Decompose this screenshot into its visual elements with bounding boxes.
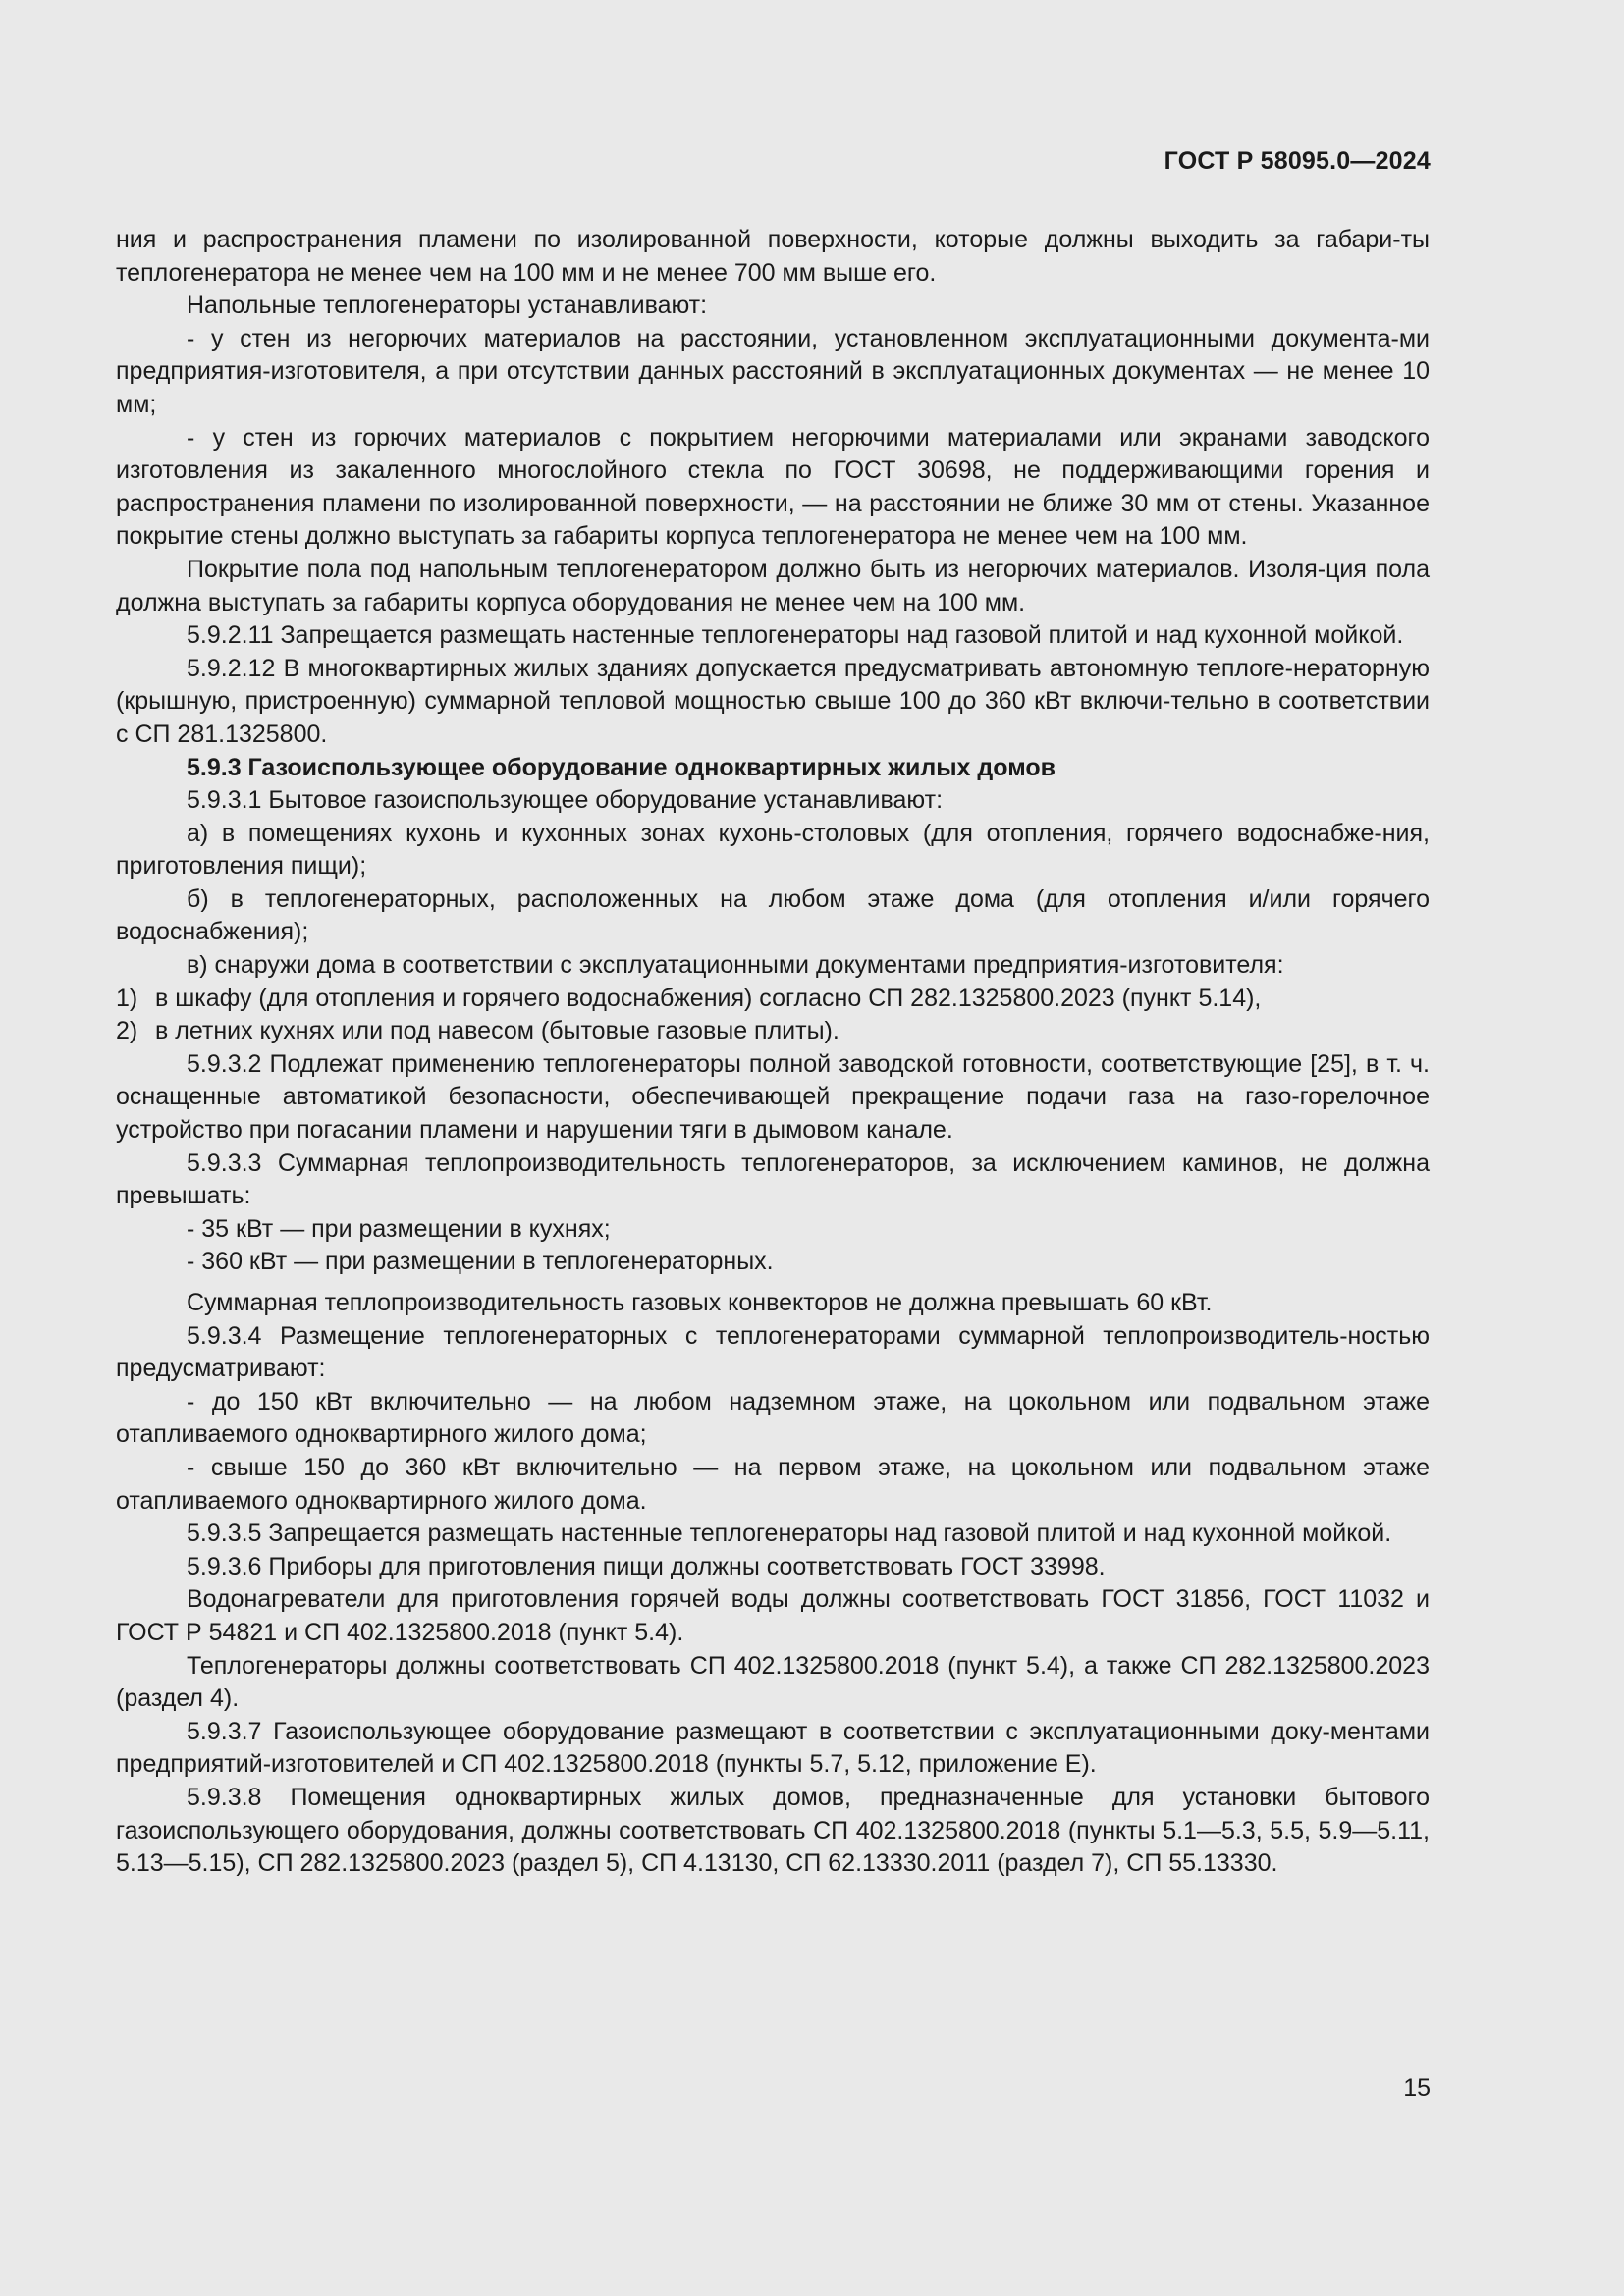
list-item: б) в теплогенераторных, расположенных на любом этаже дома (для отопления и/или горячего водоснабжения); (116, 884, 1430, 946)
clause-5-9-3-5: 5.9.3.5 Запрещается размещать настенные теплогенераторы над газовой плитой и над кухонной мойкой. (187, 1520, 1392, 1548)
clause-5-9-3-2: 5.9.3.2 Подлежат применению теплогенераторы полной заводской готовности, соответствующие [25], в т. ч. оснащенные автоматикой безопасности, обеспечивающей прекращение подачи газа на газо-горелочное устройство при погасании пламени и нарушении тяги в дымовом канале. (116, 1049, 1430, 1145)
numbered-item (116, 983, 1430, 1016)
item-text: в шкафу (для отопления и горячего водоснабжения) согласно СП 282.1325800.2023 (пункт 5.14), (155, 984, 1262, 1012)
document-body (116, 224, 1430, 1881)
list-item: - свыше 150 до 360 кВт включительно — на первом этаже, на цокольном или подвальном этаже отапливаемого одноквартирного жилого дома. (116, 1453, 1430, 1515)
clause-5-9-2-12: 5.9.2.12 В многоквартирных жилых зданиях допускается предусматривать автономную теплоге-нераторную (крышную, пристроенную) суммарной тепловой мощностью свыше 100 до 360 кВт включи-тельно в соответствии с СП 281.1325800. (116, 654, 1430, 748)
paragraph: ния и распространения пламени по изолированной поверхности, которые должны выходить за габари-ты теплогенератора не менее чем на 100 мм и не менее 700 мм выше его. (116, 226, 1430, 287)
clause-5-9-3-6: 5.9.3.6 Приборы для приготовления пищи должны соответствовать ГОСТ 33998. (187, 1552, 1106, 1580)
item-text: в летних кухнях или под навесом (бытовые газовые плиты). (155, 1017, 839, 1045)
list-item: - 35 кВт — при размещении в кухнях; (187, 1214, 611, 1243)
list-item: - до 150 кВт включительно — на любом надземном этаже, на цокольном или подвальном этаже отапливаемого одноквартирного жилого дома; (116, 1387, 1430, 1449)
list-item: - у стен из горючих материалов с покрытием негорючими материалами или экранами заводского изготовления из закаленного многослойного стекла по ГОСТ 30698, не поддерживающими горения и распространения пламени по изолированной поверхности, — на расстоянии не ближе 30 мм от стены. Указанное покрытие стены должно выступать за габариты корпуса теплогенератора не менее чем на 100 мм. (116, 423, 1430, 551)
clause-5-9-3-8: 5.9.3.8 Помещения одноквартирных жилых домов, предназначенные для установки бытового газоиспользующего оборудования, должны соответствовать СП 402.1325800.2018 (пункты 5.1—5.3, 5.5, 5.9—5.11, 5.13—5.15), СП 282.1325800.2023 (раздел 5), СП 4.13130, СП 62.13330.2011 (раздел 7), СП 55.13330. (116, 1783, 1430, 1878)
paragraph: Теплогенераторы должны соответствовать СП 402.1325800.2018 (пункт 5.4), а также СП 282.1325800.2023 (раздел 4). (116, 1651, 1430, 1713)
paragraph: Суммарная теплопроизводительность газовых конвекторов не должна превышать 60 кВт. (187, 1289, 1213, 1316)
document-code-header: ГОСТ Р 58095.0—2024 (1164, 147, 1431, 175)
paragraph: Напольные теплогенераторы устанавливают: (187, 292, 708, 320)
list-item: а) в помещениях кухонь и кухонных зонах кухонь-столовых (для отопления, горячего водоснабже-ния, приготовления пищи); (116, 819, 1430, 881)
section-heading: 5.9.3 Газоиспользующее оборудование одноквартирных жилых домов (187, 753, 1056, 781)
paragraph: Водонагреватели для приготовления горячей воды должны соответствовать ГОСТ 31856, ГОСТ 11032 и ГОСТ Р 54821 и СП 402.1325800.2018 (пункт 5.4). (116, 1585, 1430, 1646)
page-number: 15 (1403, 2074, 1431, 2102)
clause-5-9-3-7: 5.9.3.7 Газоиспользующее оборудование размещают в соответствии с эксплуатационными доку-ментами предприятий-изготовителей и СП 402.1325800.2018 (пункты 5.7, 5.12, приложение Е). (116, 1717, 1430, 1779)
item-number: 2) (116, 1017, 138, 1045)
numbered-item (116, 1015, 1430, 1048)
list-item: в) снаружи дома в соответствии с эксплуатационными документами предприятия-изготовителя: (187, 951, 1284, 980)
item-number: 1) (116, 984, 138, 1012)
paragraph: Покрытие пола под напольным теплогенератором должно быть из негорючих материалов. Изоля-ция пола должна выступать за габариты корпуса оборудования не менее чем на 100 мм. (116, 555, 1430, 616)
list-item: - 360 кВт — при размещении в теплогенераторных. (187, 1248, 774, 1276)
clause-5-9-3-1: 5.9.3.1 Бытовое газоиспользующее оборудование устанавливают: (187, 786, 944, 815)
clause-5-9-3-4: 5.9.3.4 Размещение теплогенераторных с теплогенераторами суммарной теплопроизводитель-ностью предусматривают: (116, 1321, 1430, 1383)
clause-5-9-3-3: 5.9.3.3 Суммарная теплопроизводительность теплогенераторов, за исключением каминов, не должна превышать: (116, 1148, 1430, 1210)
clause-5-9-2-11: 5.9.2.11 Запрещается размещать настенные теплогенераторы над газовой плитой и над кухонной мойкой. (187, 621, 1404, 650)
list-item: - у стен из негорючих материалов на расстоянии, установленном эксплуатационными документа-ми предприятия-изготовителя, а при отсутствии данных расстояний в эксплуатационных документах — не менее 10 мм; (116, 324, 1430, 418)
